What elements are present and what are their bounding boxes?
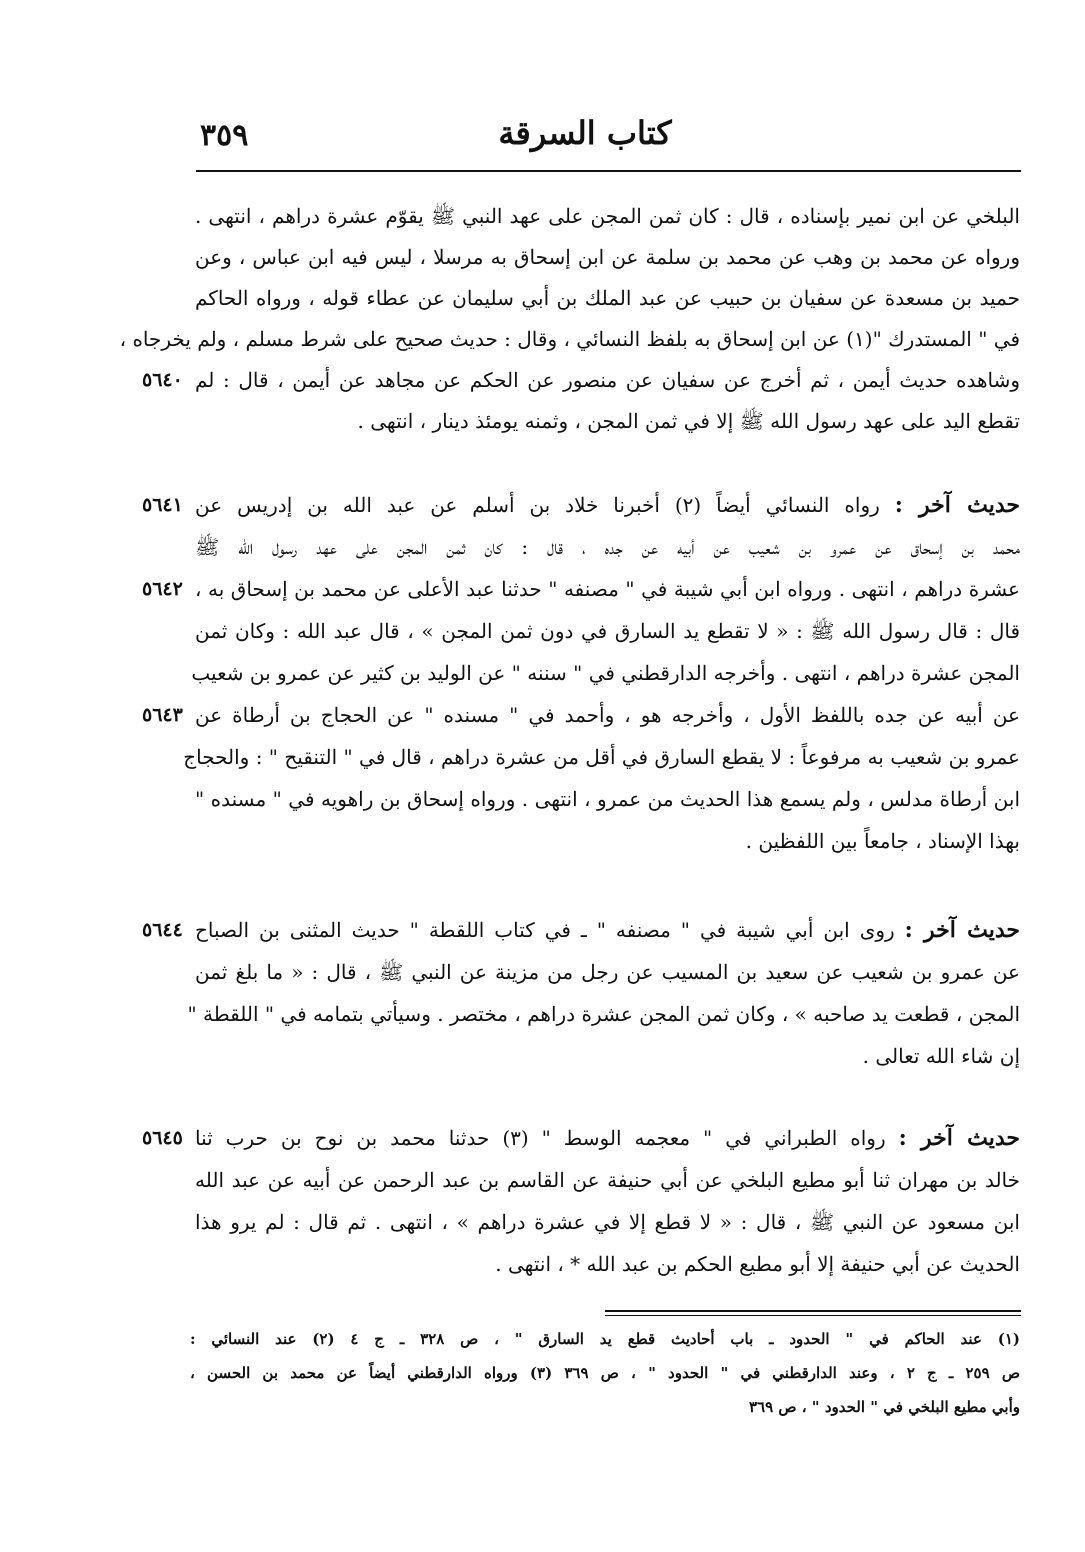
text-line [142, 362, 1020, 398]
text-line [142, 1120, 1020, 1156]
line-text: الحديث عن أبي حنيفة إلا أبو مطيع الحكم بن عبد الله * ، انتهى . [495, 1252, 1020, 1276]
line-text: محمد بن إسحاق عن عمرو بن شعيب عن أبيه عن جده ، قال : كان ثمن المجن على عهد رسول الله ﷺ [195, 535, 1020, 559]
hadith-number: ٥٦٤١ [142, 494, 183, 516]
line-text: بهذا الإسناد ، جامعاً بين اللفظين . [745, 829, 1020, 853]
section-lead: حديث آخر : [898, 1125, 1020, 1151]
text-line [142, 571, 1020, 607]
footnote-line: ص ٢٥٩ ـ ج ٢ ، وعند الدارقطني في " الحدود " ، ص ٣٦٩ (٣) ورواه الدارقطني أيضاً عن محمد بن الحسن ، [190, 1364, 1020, 1382]
line-text: ورواه عن محمد بن وهب عن محمد بن سلمة عن ابن إسحاق به مرسلا ، ليس فيه ابن عباس ، وعن [195, 245, 1020, 269]
page-number: ٣٥٩ [200, 118, 249, 153]
line-text: المجن ، قطعت يد صاحبه » ، وكان ثمن المجن عشرة دراهم ، مختصر . وسيأتي بتمامه في " اللقطة " [187, 1002, 1020, 1026]
line-text-group [195, 487, 1020, 523]
page-header [150, 110, 1020, 170]
line-text: قال : قال رسول الله ﷺ : « لا تقطع يد السارق في دون ثمن المجن » ، قال عبد الله : وكان ثمن [195, 619, 1020, 643]
line-text: عشرة دراهم ، انتهى . ورواه ابن أبي شيبة في " مصنفه " حدثنا عبد الأعلى عن محمد بن إسحاق به ، [195, 577, 1020, 601]
text-line [150, 403, 1020, 439]
text-line [150, 239, 1020, 275]
line-text: عمرو بن شعيب به مرفوعاً : لا يقطع السارق في أقل من عشرة دراهم ، قال في " التنقيح " : والحجاج [183, 745, 1020, 769]
line-text: حميد بن مسعدة عن سفيان بن حبيب عن عبد الملك بن أبي سليمان عن عطاء قوله ، ورواه الحاكم [195, 286, 1020, 310]
hadith-paragraph [142, 1120, 1020, 1282]
line-text: إن شاء الله تعالى . [862, 1044, 1020, 1068]
footnote-line: (١) عند الحاكم في " الحدود ـ باب أحاديث قطع يد السارق " ، ص ٣٢٨ ـ ج ٤ (٢) عند النسائي : [190, 1330, 1021, 1348]
footnote-line: وأبي مطيع البلخي في " الحدود " ، ص ٣٦٩ [748, 1398, 1020, 1416]
line-text: رواه الطبراني في " معجمه الوسط " (٣) حدثنا محمد بن نوح بن حرب ثنا [195, 1126, 886, 1150]
line-text: ابن أرطاة مدلس ، ولم يسمع هذا الحديث من عمرو ، انتهى . ورواه إسحاق بن راهويه في " مسنده " [195, 787, 1020, 811]
line-text: عن أبيه عن جده باللفظ الأول ، وأخرجه هو ، وأحمد في " مسنده " عن الحجاج بن أرطاة عن [195, 703, 1020, 727]
line-text-group [195, 912, 1020, 948]
text-line [150, 1246, 1020, 1282]
text-line [150, 1038, 1020, 1074]
line-text: في " المستدرك "(١) عن ابن إسحاق به بلفظ النسائي ، وقال : حديث صحيح على شرط مسلم ، ولم يخرجاه ، [119, 327, 1020, 351]
section-lead: حديث آخر : [894, 492, 1020, 518]
text-line [150, 529, 1020, 565]
text-line [150, 823, 1020, 859]
section-lead: حديث آخر : [904, 917, 1021, 943]
line-text-group [195, 1120, 1020, 1156]
footnotes [190, 1322, 1020, 1424]
text-line [150, 739, 1020, 775]
header-rule [196, 170, 1021, 172]
text-line [150, 1162, 1020, 1198]
text-line [150, 655, 1020, 691]
hadith-number: ٥٦٤٣ [142, 704, 183, 726]
line-text: عن عمرو بن شعيب عن سعيد بن المسيب عن رجل من مزينة عن النبي ﷺ ، قال : « ما بلغ ثمن [195, 960, 1020, 984]
text-line [142, 912, 1021, 948]
text-line [150, 996, 1020, 1032]
line-text: وشاهده حديث أيمن ، ثم أخرج عن سفيان عن منصور عن الحكم عن مجاهد عن أيمن ، قال : لم [195, 368, 1020, 392]
running-title: كتاب السرقة [498, 114, 672, 152]
line-text: المجن عشرة دراهم ، انتهى . وأخرجه الدارقطني في " سننه " عن الوليد بن كثير عن عمرو بن شعيب [191, 661, 1020, 685]
text-line [150, 198, 1020, 234]
hadith-number: ٥٦٤٢ [142, 578, 183, 600]
line-text: ابن مسعود عن النبي ﷺ ، قال : « لا قطع إلا في عشرة دراهم » ، انتهى . ثم قال : لم يرو هذا [195, 1210, 1020, 1234]
line-text: تقطع اليد على عهد رسول الله ﷺ إلا في ثمن المجن ، وثمنه يومئذ دينار ، انتهى . [357, 409, 1020, 433]
text-line [150, 1204, 1020, 1240]
line-text: روى ابن أبي شيبة في " مصنفه " ـ في كتاب اللقطة " حديث المثنى بن الصباح [195, 918, 895, 942]
hadith-number: ٥٦٤٤ [142, 919, 183, 941]
footnote-rule [605, 1310, 1021, 1312]
text-line [119, 321, 1020, 357]
footnote-rule-thin [605, 1315, 1021, 1316]
hadith-number: ٥٦٤٥ [142, 1127, 183, 1149]
text-line [142, 487, 1020, 523]
line-text: البلخي عن ابن نمير بإسناده ، قال : كان ثمن المجن على عهد النبي ﷺ يقوّم عشرة دراهم ، انتهى . [195, 204, 1020, 228]
hadith-paragraph [142, 912, 1021, 1074]
hadith-paragraph [142, 487, 1020, 859]
paragraph-continuation [119, 198, 1020, 439]
text-line [142, 697, 1020, 733]
text-line [150, 280, 1020, 316]
hadith-number: ٥٦٤٠ [142, 369, 183, 391]
text-line [150, 954, 1020, 990]
line-text: خالد بن مهران ثنا أبو مطيع البلخي عن أبي حنيفة عن القاسم بن عبد الرحمن عن أبيه عن عبد الله [195, 1168, 1020, 1192]
line-text: رواه النسائي أيضاً (٢) أخبرنا خلاد بن أسلم عن عبد الله بن إدريس عن [195, 493, 880, 517]
text-line [150, 613, 1020, 649]
text-line [150, 781, 1020, 817]
